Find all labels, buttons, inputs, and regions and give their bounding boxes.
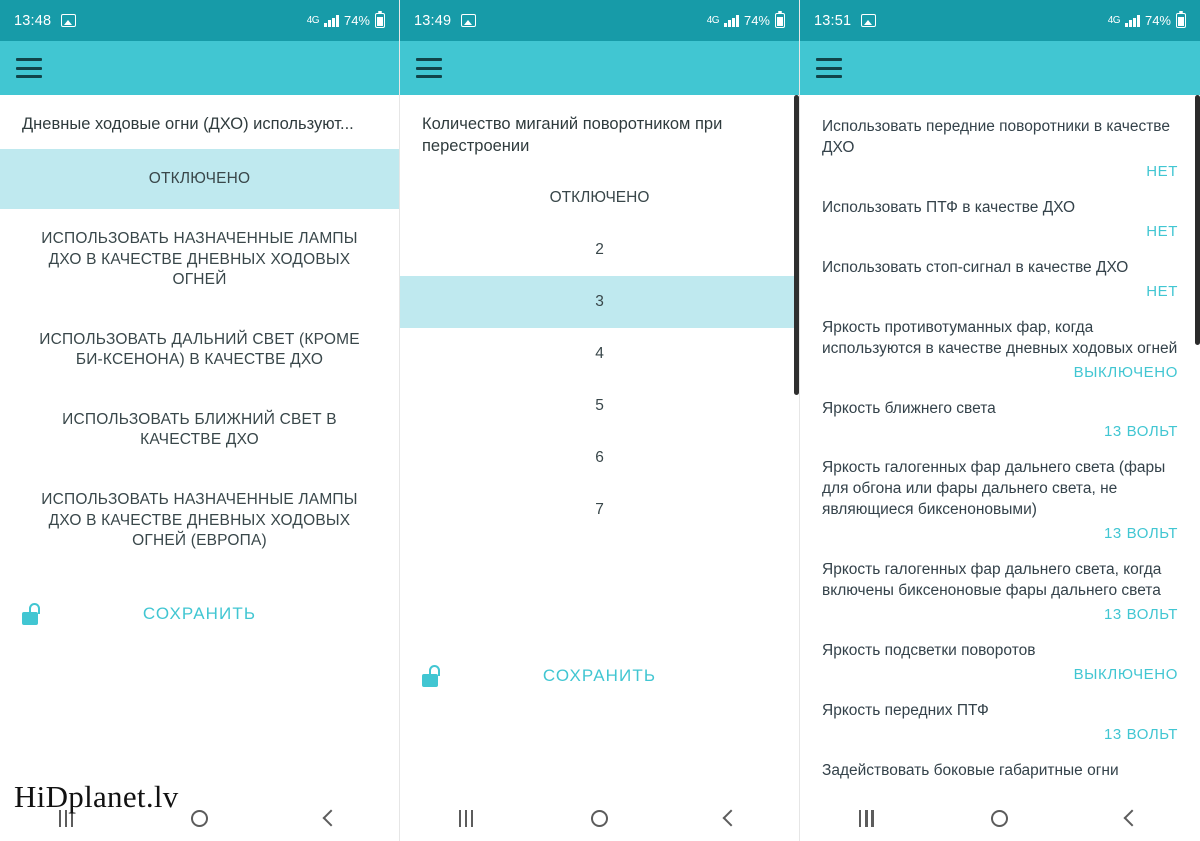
phone-screen-3 <box>800 0 1200 841</box>
setting-label: Яркость передних ПТФ <box>822 701 989 719</box>
setting-label: Яркость галогенных фар дальнего света, когда включены биксеноновые фары дальнего света <box>822 561 1162 600</box>
dialog-option[interactable]: 5 <box>595 397 604 415</box>
status-notification-icons <box>861 14 876 27</box>
setting-label: Яркость галогенных фар дальнего света (фары для обгона или фары дальнего света, не являющиеся биксеноновыми) <box>822 459 1166 519</box>
dialog-option[interactable]: ОТКЛЮЧЕНО <box>549 188 650 206</box>
dialog-title: Дневные ходовые огни (ДХО) используют... <box>22 115 354 133</box>
battery-icon <box>775 13 785 28</box>
status-time: 13:49 <box>414 12 452 29</box>
signal-icon <box>724 15 739 27</box>
network-type-icon: 4G <box>306 14 320 26</box>
status-time: 13:51 <box>814 12 852 29</box>
image-icon <box>61 14 76 27</box>
setting-label: Задействовать боковые габаритные огни <box>822 761 1119 779</box>
status-bar <box>0 0 399 41</box>
save-button[interactable]: СОХРАНИТЬ <box>142 604 257 623</box>
setting-row[interactable] <box>800 188 1200 248</box>
android-nav-bar-2 <box>400 795 799 841</box>
back-icon[interactable] <box>323 810 340 827</box>
setting-label: Использовать стоп-сигнал в качестве ДХО <box>822 258 1129 276</box>
dialog-option[interactable]: 3 <box>400 276 799 328</box>
status-notification-icons <box>61 14 76 27</box>
setting-label: Использовать передние поворотники в качестве ДХО <box>822 118 1170 156</box>
unlock-icon[interactable] <box>422 665 442 687</box>
recent-apps-icon[interactable] <box>859 810 874 827</box>
image-icon <box>861 14 876 27</box>
setting-row[interactable] <box>800 308 1200 389</box>
status-system-icons <box>307 13 385 28</box>
app-bar-1 <box>0 41 399 95</box>
android-nav-bar-3 <box>800 795 1200 841</box>
setting-value: НЕТ <box>1146 222 1178 240</box>
status-time: 13:48 <box>14 12 52 29</box>
settings-list <box>800 95 1200 795</box>
dialog-option[interactable]: ОТКЛЮЧЕНО <box>0 149 399 209</box>
network-type-icon: 4G <box>706 14 720 26</box>
recent-apps-icon[interactable] <box>459 810 474 827</box>
android-nav-bar-1 <box>0 795 399 841</box>
setting-label: Яркость противотуманных фар, когда используются в качестве дневных ходовых огней <box>822 318 1178 357</box>
unlock-icon[interactable] <box>22 603 42 625</box>
dialog-option[interactable]: 6 <box>595 449 604 467</box>
status-system-icons <box>1108 13 1186 28</box>
dialog-option[interactable]: ИСПОЛЬЗОВАТЬ НАЗНАЧЕННЫЕ ЛАМПЫ ДХО В КАЧЕСТВЕ ДНЕВНЫХ ХОДОВЫХ ОГНЕЙ (ЕВРОПА) <box>41 491 358 549</box>
dialog-option[interactable]: ИСПОЛЬЗОВАТЬ ДАЛЬНИЙ СВЕТ (КРОМЕ БИ-КСЕНОНА) В КАЧЕСТВЕ ДХО <box>39 330 360 368</box>
setting-value: 13 ВОЛЬТ <box>1103 606 1178 624</box>
dialog-option[interactable]: 2 <box>595 240 604 258</box>
network-type-icon: 4G <box>1107 14 1121 26</box>
save-row <box>0 603 399 625</box>
dialog-option[interactable]: 4 <box>595 344 604 362</box>
save-row <box>400 665 799 687</box>
save-button[interactable]: СОХРАНИТЬ <box>542 666 657 685</box>
scrollbar[interactable] <box>794 95 799 395</box>
home-icon[interactable] <box>591 810 608 827</box>
settings-content-3 <box>800 95 1200 795</box>
setting-label: Использовать ПТФ в качестве ДХО <box>822 198 1076 216</box>
hamburger-menu-icon[interactable] <box>416 58 442 78</box>
setting-row[interactable] <box>800 389 1200 449</box>
home-icon[interactable] <box>191 810 208 827</box>
app-bar-3 <box>800 41 1200 95</box>
setting-row[interactable] <box>800 691 1200 751</box>
dialog-option[interactable]: 7 <box>595 501 604 519</box>
setting-row[interactable] <box>800 107 1200 188</box>
back-icon[interactable] <box>723 810 740 827</box>
home-icon[interactable] <box>991 810 1008 827</box>
hamburger-menu-icon[interactable] <box>16 58 42 78</box>
dialog-content-2 <box>400 95 799 795</box>
setting-value: ВЫКЛЮЧЕНО <box>1073 665 1178 683</box>
phone-screen-2 <box>400 0 800 841</box>
back-icon[interactable] <box>1124 810 1141 827</box>
setting-row[interactable] <box>800 631 1200 691</box>
setting-value: ВЫКЛЮЧЕНО <box>1073 363 1178 381</box>
dialog-title: Количество миганий поворотником при перестроении <box>422 115 723 156</box>
battery-icon <box>1176 13 1186 28</box>
setting-row[interactable] <box>800 448 1200 550</box>
setting-label: Яркость ближнего света <box>822 399 996 417</box>
status-system-icons <box>707 13 785 28</box>
setting-value: НЕТ <box>1146 162 1178 180</box>
setting-row[interactable] <box>800 550 1200 631</box>
watermark: HiDplanet.lv <box>14 779 179 814</box>
hamburger-menu-icon[interactable] <box>816 58 842 78</box>
battery-percent-label: 74% <box>343 13 370 28</box>
setting-value: 13 ВОЛЬТ <box>1103 423 1178 441</box>
dialog-option[interactable]: ИСПОЛЬЗОВАТЬ БЛИЖНИЙ СВЕТ В КАЧЕСТВЕ ДХО <box>62 411 337 449</box>
image-icon <box>461 14 476 27</box>
battery-percent-label: 74% <box>743 13 770 28</box>
phone-screen-1 <box>0 0 400 841</box>
status-notification-icons <box>461 14 476 27</box>
signal-icon <box>324 15 339 27</box>
setting-label: Яркость подсветки поворотов <box>822 642 1036 660</box>
setting-value: 13 ВОЛЬТ <box>1103 725 1178 743</box>
dialog-option[interactable]: ИСПОЛЬЗОВАТЬ НАЗНАЧЕННЫЕ ЛАМПЫ ДХО В КАЧЕСТВЕ ДНЕВНЫХ ХОДОВЫХ ОГНЕЙ <box>41 230 358 288</box>
scrollbar[interactable] <box>1195 95 1200 345</box>
dialog-content-1 <box>0 95 399 795</box>
recent-apps-icon[interactable] <box>59 810 74 827</box>
signal-icon <box>1125 15 1140 27</box>
setting-value: 13 ВОЛЬТ <box>1103 525 1178 543</box>
status-bar <box>400 0 799 41</box>
setting-row[interactable] <box>800 751 1200 790</box>
status-bar <box>800 0 1200 41</box>
setting-row[interactable] <box>800 248 1200 308</box>
app-bar-2 <box>400 41 799 95</box>
setting-value: НЕТ <box>1146 282 1178 300</box>
battery-percent-label: 74% <box>1144 13 1171 28</box>
battery-icon <box>375 13 385 28</box>
